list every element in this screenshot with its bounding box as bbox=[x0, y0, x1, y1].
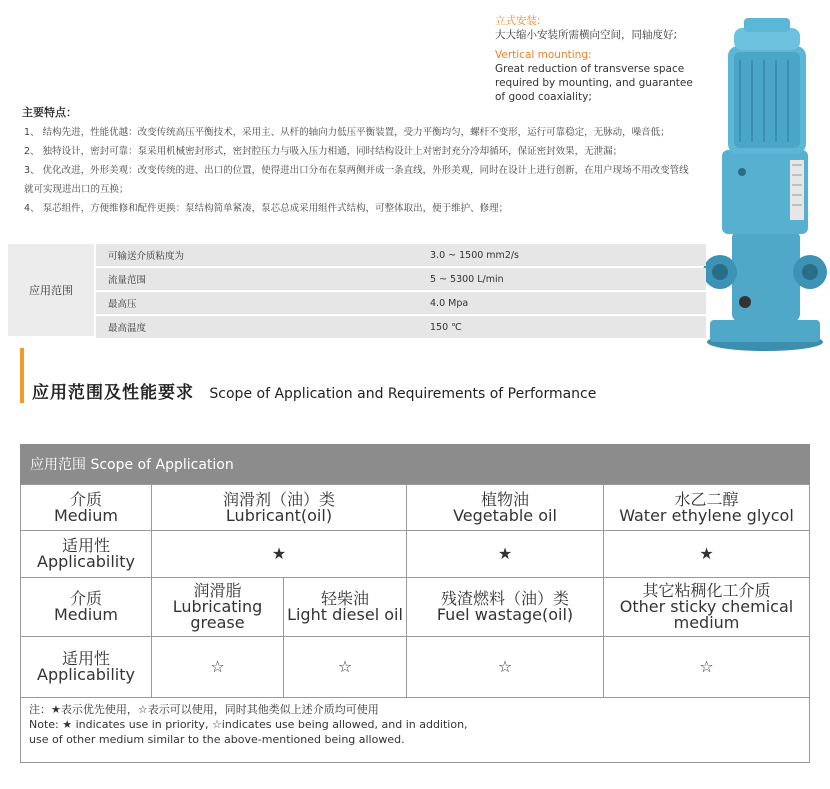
table-cell bbox=[151, 484, 407, 531]
feature-item: 2、 独特设计，密封可靠：泵采用机械密封形式，密封腔压力与吸入压力相通，同时结构设计上对密封充分冷却循环，保证密封效果，无泄漏； bbox=[24, 146, 623, 157]
feature-item: 就可实现进出口的互换； bbox=[24, 184, 129, 195]
cell-cn: 介质 bbox=[69, 589, 102, 608]
allowed-star-icon: ☆ bbox=[283, 636, 407, 698]
table-cell bbox=[151, 577, 284, 637]
cell-en: Other sticky chemical medium bbox=[619, 597, 794, 632]
main-features bbox=[22, 103, 722, 218]
allowed-star-icon: ☆ bbox=[151, 636, 284, 698]
range-key: 最高压 bbox=[108, 299, 137, 310]
cell-en: Medium bbox=[54, 505, 118, 525]
vm-cn-text: 大大缩小安装所需横向空间，同轴度好; bbox=[495, 29, 678, 41]
table-header: 应用范围 Scope of Application bbox=[20, 444, 810, 484]
range-value: 150 ℃ bbox=[430, 321, 462, 333]
table-note bbox=[20, 697, 810, 763]
cell-cn: 介质 bbox=[69, 489, 102, 509]
cell-cn: 适用性 bbox=[61, 536, 110, 555]
section-accent-bar bbox=[20, 348, 24, 403]
section-title-en: Scope of Application and Requirements of Performance bbox=[209, 386, 597, 402]
vm-en-heading: Vertical mounting: bbox=[495, 49, 592, 61]
range-value: 4.0 Mpa bbox=[430, 297, 469, 309]
vertical-mounting-note bbox=[495, 14, 725, 104]
vm-en-line1: Great reduction of transverse space bbox=[495, 63, 685, 75]
cell-en: Fuel wastage(oil) bbox=[436, 605, 574, 624]
cell-en: Light diesel oil bbox=[287, 605, 403, 624]
cell-en: Lubricating grease bbox=[172, 597, 263, 632]
table-cell bbox=[603, 577, 810, 637]
range-table bbox=[96, 244, 706, 340]
table-cell bbox=[20, 484, 152, 531]
range-key: 最高温度 bbox=[108, 323, 147, 334]
range-key: 流量范围 bbox=[108, 275, 147, 286]
table-cell bbox=[20, 636, 152, 698]
vm-en-line3: of good coaxiality; bbox=[495, 91, 592, 103]
range-row bbox=[96, 292, 706, 314]
priority-star-icon: ★ bbox=[406, 530, 604, 578]
priority-star-icon: ★ bbox=[603, 530, 810, 578]
cell-cn: 润滑脂 bbox=[193, 581, 242, 600]
range-row bbox=[96, 244, 706, 266]
table-cell bbox=[20, 577, 152, 637]
range-row bbox=[96, 268, 706, 290]
cell-en: Medium bbox=[54, 605, 118, 624]
range-value: 5 ~ 5300 L/min bbox=[430, 273, 504, 285]
table-cell bbox=[603, 484, 810, 531]
feature-item: 4、 泵芯组件，方便维修和配件更换：泵结构简单紧凑，泵芯总成采用组件式结构，可整体取出，便于维护、修理； bbox=[24, 203, 509, 214]
table-cell bbox=[406, 577, 604, 637]
priority-star-icon: ★ bbox=[151, 530, 407, 578]
cell-en: Lubricant(oil) bbox=[225, 505, 333, 525]
note-cn: 注：★表示优先使用，☆表示可以使用，同时其他类似上述介质均可使用 bbox=[29, 703, 379, 716]
section-title bbox=[32, 378, 596, 403]
feature-item: 3、 优化改进，外形美观：改变传统的进、出口的位置，使得进出口分布在泵两侧并成一条直线，外形美观，同时在设计上进行创新，在用户现场不用改变管线 bbox=[24, 165, 689, 176]
range-label: 应用范围 bbox=[8, 244, 94, 336]
allowed-star-icon: ☆ bbox=[603, 636, 810, 698]
cell-en: Water ethylene glycol bbox=[619, 505, 794, 525]
feature-item: 1、 结构先进，性能优越：改变传统高压平衡技术，采用主、从杆的轴向力低压平衡装置，受力平衡均匀，螺杆不变形，运行可靠稳定，无脉动，噪音低； bbox=[24, 127, 670, 138]
cell-en: Applicability bbox=[37, 665, 135, 684]
table-cell bbox=[283, 577, 407, 637]
range-value: 3.0 ~ 1500 mm2/s bbox=[430, 249, 520, 261]
range-row bbox=[96, 316, 706, 338]
range-key: 可输送介质粘度为 bbox=[108, 251, 185, 262]
cell-cn: 残渣燃料（油）类 bbox=[440, 589, 569, 608]
allowed-star-icon: ☆ bbox=[406, 636, 604, 698]
table-cell bbox=[20, 530, 152, 578]
section-title-cn: 应用范围及性能要求 bbox=[32, 383, 194, 403]
vm-en-line2: required by mounting, and guarantee bbox=[495, 77, 693, 89]
cell-cn: 润滑剂（油）类 bbox=[222, 489, 335, 509]
cell-en: Vegetable oil bbox=[453, 505, 557, 525]
note-en-line2: use of other medium similar to the above-mentioned being allowed. bbox=[29, 733, 405, 746]
table-cell bbox=[406, 484, 604, 531]
vm-cn-heading: 立式安装: bbox=[495, 15, 541, 27]
features-title: 主要特点： bbox=[22, 106, 77, 119]
cell-cn: 轻柴油 bbox=[320, 589, 369, 608]
cell-en: Applicability bbox=[37, 552, 135, 571]
cell-cn: 水乙二醇 bbox=[674, 489, 739, 509]
cell-cn: 其它粘稠化工介质 bbox=[642, 581, 771, 600]
note-en-line1: Note: ★ indicates use in priority, ☆indicates use being allowed, and in addition, bbox=[29, 718, 468, 731]
cell-cn: 植物油 bbox=[480, 489, 529, 509]
cell-cn: 适用性 bbox=[61, 649, 110, 668]
